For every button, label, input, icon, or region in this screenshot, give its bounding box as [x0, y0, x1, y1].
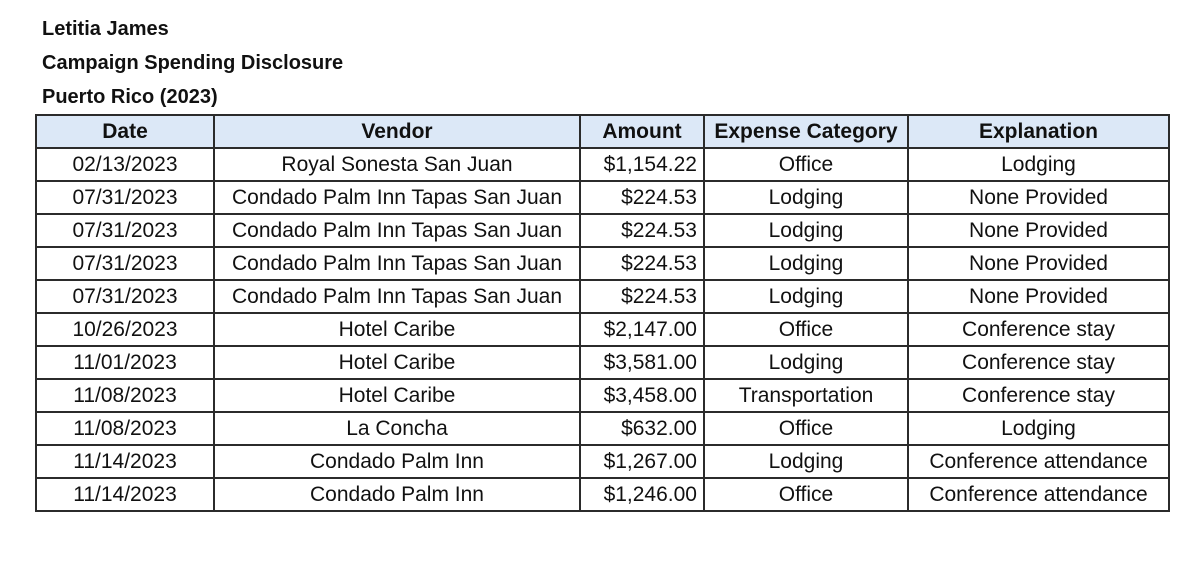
spending-table-header	[36, 115, 1169, 148]
amount-cell: $3,581.00	[580, 346, 704, 379]
table-row	[36, 247, 1169, 280]
expense-category-cell: Lodging	[704, 280, 908, 313]
table-row	[36, 313, 1169, 346]
table-row	[36, 181, 1169, 214]
document-title: Campaign Spending Disclosure	[42, 52, 344, 74]
date-cell: 02/13/2023	[36, 148, 214, 181]
date-cell: 11/14/2023	[36, 478, 214, 511]
vendor-cell: Condado Palm Inn Tapas San Juan	[214, 280, 580, 313]
amount-cell: $224.53	[580, 181, 704, 214]
amount-cell: $1,267.00	[580, 445, 704, 478]
explanation-cell: Lodging	[908, 412, 1169, 445]
date-cell: 07/31/2023	[36, 214, 214, 247]
expense-category-cell: Office	[704, 478, 908, 511]
amount-cell: $224.53	[580, 214, 704, 247]
date-cell: 07/31/2023	[36, 280, 214, 313]
column-header-vendor: Vendor	[214, 115, 580, 148]
vendor-cell: Hotel Caribe	[214, 379, 580, 412]
amount-cell: $224.53	[580, 280, 704, 313]
expense-category-cell: Office	[704, 148, 908, 181]
amount-cell: $632.00	[580, 412, 704, 445]
expense-category-cell: Office	[704, 412, 908, 445]
table-row	[36, 148, 1169, 181]
explanation-cell: Conference stay	[908, 313, 1169, 346]
vendor-cell: Royal Sonesta San Juan	[214, 148, 580, 181]
column-header-amount: Amount	[580, 115, 704, 148]
document-location-year: Puerto Rico (2023)	[42, 86, 218, 108]
vendor-cell: Hotel Caribe	[214, 346, 580, 379]
explanation-cell: None Provided	[908, 214, 1169, 247]
expense-category-cell: Office	[704, 313, 908, 346]
vendor-cell: Condado Palm Inn Tapas San Juan	[214, 214, 580, 247]
expense-category-cell: Lodging	[704, 214, 908, 247]
spending-table	[35, 114, 1170, 512]
amount-cell: $3,458.00	[580, 379, 704, 412]
vendor-cell: La Concha	[214, 412, 580, 445]
vendor-cell: Condado Palm Inn	[214, 445, 580, 478]
vendor-cell: Hotel Caribe	[214, 313, 580, 346]
explanation-cell: Conference stay	[908, 379, 1169, 412]
amount-cell: $1,154.22	[580, 148, 704, 181]
date-cell: 07/31/2023	[36, 247, 214, 280]
date-cell: 11/14/2023	[36, 445, 214, 478]
explanation-cell: Lodging	[908, 148, 1169, 181]
amount-cell: $224.53	[580, 247, 704, 280]
explanation-cell: None Provided	[908, 280, 1169, 313]
date-cell: 07/31/2023	[36, 181, 214, 214]
table-row	[36, 280, 1169, 313]
date-cell: 11/08/2023	[36, 379, 214, 412]
header-row	[36, 115, 1169, 148]
table-row	[36, 214, 1169, 247]
explanation-cell: Conference attendance	[908, 445, 1169, 478]
amount-cell: $2,147.00	[580, 313, 704, 346]
expense-category-cell: Lodging	[704, 181, 908, 214]
date-cell: 11/01/2023	[36, 346, 214, 379]
document-heading	[42, 12, 343, 114]
table-row	[36, 478, 1169, 511]
expense-category-cell: Transportation	[704, 379, 908, 412]
date-cell: 11/08/2023	[36, 412, 214, 445]
table-row	[36, 445, 1169, 478]
column-header-expense-category: Expense Category	[704, 115, 908, 148]
table-row	[36, 346, 1169, 379]
column-header-date: Date	[36, 115, 214, 148]
explanation-cell: None Provided	[908, 181, 1169, 214]
spending-table-body	[36, 148, 1169, 511]
explanation-cell: None Provided	[908, 247, 1169, 280]
explanation-cell: Conference stay	[908, 346, 1169, 379]
expense-category-cell: Lodging	[704, 445, 908, 478]
vendor-cell: Condado Palm Inn	[214, 478, 580, 511]
vendor-cell: Condado Palm Inn Tapas San Juan	[214, 181, 580, 214]
table-row	[36, 412, 1169, 445]
amount-cell: $1,246.00	[580, 478, 704, 511]
expense-category-cell: Lodging	[704, 346, 908, 379]
date-cell: 10/26/2023	[36, 313, 214, 346]
explanation-cell: Conference attendance	[908, 478, 1169, 511]
expense-category-cell: Lodging	[704, 247, 908, 280]
vendor-cell: Condado Palm Inn Tapas San Juan	[214, 247, 580, 280]
column-header-explanation: Explanation	[908, 115, 1169, 148]
document-owner-name: Letitia James	[42, 18, 169, 40]
table-row	[36, 379, 1169, 412]
